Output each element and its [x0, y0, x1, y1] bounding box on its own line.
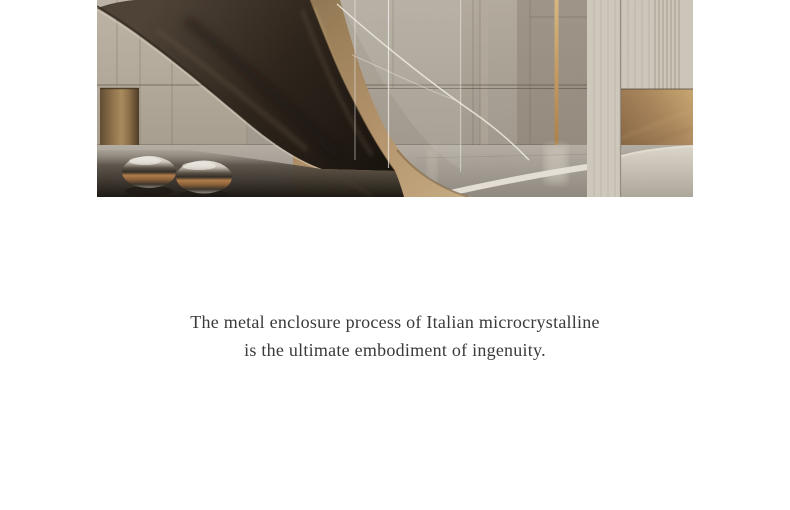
caption-line-2: is the ultimate embodiment of ingenuity.	[244, 339, 546, 360]
caption	[0, 309, 790, 364]
caption-line-1: The metal enclosure process of Italian microcrystalline	[190, 312, 600, 332]
grain-texture	[97, 0, 693, 197]
hero-photo-illustration	[97, 0, 693, 197]
hero-photo	[97, 0, 693, 197]
